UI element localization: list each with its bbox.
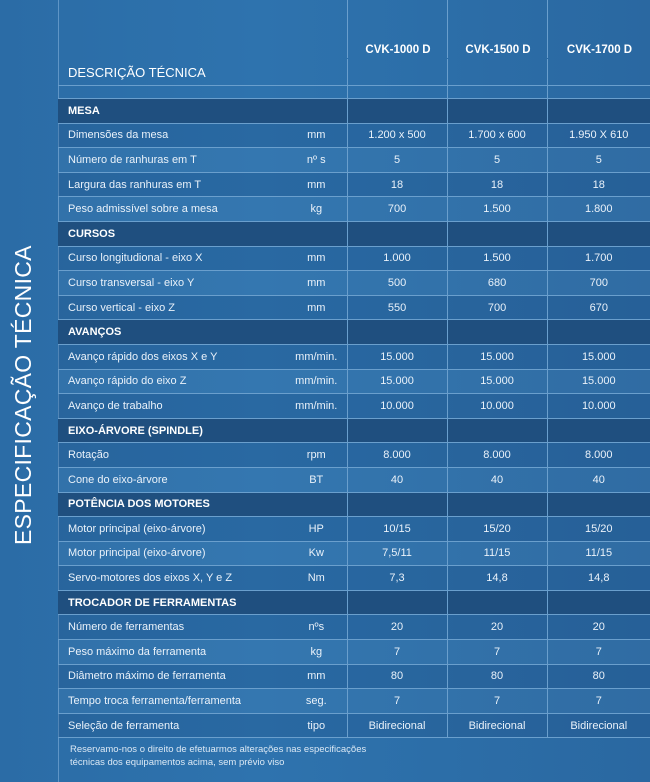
spec-value: 5	[347, 148, 447, 173]
spec-row	[58, 394, 650, 419]
spec-value: 7	[447, 640, 547, 665]
spec-value: 7	[347, 689, 447, 714]
spec-value: 10.000	[447, 394, 547, 419]
spec-value: 40	[347, 467, 447, 492]
spec-row	[58, 443, 650, 468]
model-name: CVK-1700 D	[566, 44, 633, 56]
empty-cell	[347, 59, 447, 86]
spec-label: Cone do eixo-árvore	[58, 467, 286, 492]
section-empty-cell	[547, 221, 650, 246]
spec-row	[58, 713, 650, 738]
spec-value: 15.000	[347, 344, 447, 369]
spec-row	[58, 172, 650, 197]
spec-label: Dimensões da mesa	[58, 123, 286, 148]
spec-value: 1.700 x 600	[447, 123, 547, 148]
spec-value: 1.800	[547, 197, 650, 222]
spec-value: 8.000	[447, 443, 547, 468]
spec-value: 700	[547, 271, 650, 296]
spec-label: Diâmetro máximo de ferramenta	[58, 664, 286, 689]
spec-label: Peso admissível sobre a mesa	[58, 197, 286, 222]
spec-row	[58, 246, 650, 271]
spec-value: 7	[347, 640, 447, 665]
spec-value: 18	[547, 172, 650, 197]
spec-row	[58, 197, 650, 222]
spec-value: 1.950 X 610	[547, 123, 650, 148]
spec-label: Curso longitudional - eixo X	[58, 246, 286, 271]
spec-label: Largura das ranhuras em T	[58, 172, 286, 197]
spec-value: 15.000	[347, 369, 447, 394]
section-title: AVANÇOS	[58, 320, 347, 345]
spec-unit: mm	[286, 295, 347, 320]
spec-value: 18	[347, 172, 447, 197]
spec-unit: tipo	[286, 713, 347, 738]
spec-label: Motor principal (eixo-árvore)	[58, 541, 286, 566]
spec-value: 14,8	[547, 566, 650, 591]
spec-value: 18	[447, 172, 547, 197]
spec-value: 14,8	[447, 566, 547, 591]
spec-unit: BT	[286, 467, 347, 492]
spec-unit: nº s	[286, 148, 347, 173]
spec-value: 11/15	[547, 541, 650, 566]
section-title: EIXO-ÁRVORE (SPINDLE)	[58, 418, 347, 443]
spec-value: 7	[547, 689, 650, 714]
spec-value: 550	[347, 295, 447, 320]
spec-unit: mm/min.	[286, 344, 347, 369]
spec-value: 80	[447, 664, 547, 689]
spec-value: 7	[547, 640, 650, 665]
spec-row	[58, 640, 650, 665]
spec-value: 10.000	[547, 394, 650, 419]
section-title: TROCADOR DE FERRAMENTAS	[58, 590, 347, 615]
section-empty-cell	[547, 418, 650, 443]
section-empty-cell	[347, 492, 447, 517]
spec-label: Número de ferramentas	[58, 615, 286, 640]
section-empty-cell	[347, 590, 447, 615]
spec-label: Rotação	[58, 443, 286, 468]
section-header-row	[58, 590, 650, 615]
footnote	[70, 743, 490, 769]
spec-unit: kg	[286, 640, 347, 665]
spec-label: Servo-motores dos eixos X, Y e Z	[58, 566, 286, 591]
spec-unit: mm	[286, 172, 347, 197]
spec-value: 700	[347, 197, 447, 222]
spec-value: 20	[347, 615, 447, 640]
spec-value: 7	[447, 689, 547, 714]
section-empty-cell	[347, 221, 447, 246]
gap-cell	[58, 86, 347, 99]
spec-value: 15.000	[447, 344, 547, 369]
spec-row	[58, 664, 650, 689]
spec-value: 1.000	[347, 246, 447, 271]
spec-value: 80	[547, 664, 650, 689]
spec-value: 15/20	[547, 517, 650, 542]
spec-row	[58, 615, 650, 640]
footnote-line: técnicas dos equipamentos acima, sem prévio viso	[70, 757, 285, 768]
section-header-row	[58, 418, 650, 443]
spec-unit: Kw	[286, 541, 347, 566]
model-name: CVK-1000 D	[365, 44, 431, 56]
spec-value: Bidirecional	[347, 713, 447, 738]
spec-row	[58, 123, 650, 148]
spec-value: 1.500	[447, 197, 547, 222]
spec-value: 15.000	[547, 344, 650, 369]
spec-value: 20	[447, 615, 547, 640]
spec-unit: seg.	[286, 689, 347, 714]
model-header-col	[347, 0, 448, 58]
section-header-row	[58, 221, 650, 246]
section-title: MESA	[58, 99, 347, 124]
model-header-col	[547, 0, 650, 58]
spec-label: Motor principal (eixo-árvore)	[58, 517, 286, 542]
section-empty-cell	[447, 320, 547, 345]
spec-value: 8.000	[347, 443, 447, 468]
spec-table	[58, 59, 650, 738]
spec-unit: Nm	[286, 566, 347, 591]
spec-value: 10/15	[347, 517, 447, 542]
spec-row	[58, 295, 650, 320]
section-empty-cell	[347, 99, 447, 124]
description-row	[58, 59, 650, 86]
section-empty-cell	[547, 99, 650, 124]
spec-value: 40	[447, 467, 547, 492]
spec-unit: kg	[286, 197, 347, 222]
spec-row	[58, 467, 650, 492]
section-empty-cell	[447, 418, 547, 443]
left-band	[0, 0, 59, 782]
spec-row	[58, 566, 650, 591]
spec-value: 700	[447, 295, 547, 320]
spec-value: Bidirecional	[447, 713, 547, 738]
section-title: CURSOS	[58, 221, 347, 246]
spec-value: 10.000	[347, 394, 447, 419]
empty-cell	[447, 59, 547, 86]
spec-row	[58, 271, 650, 296]
spec-value: Bidirecional	[547, 713, 650, 738]
footnote-line: Reservamo-nos o direito de efetuarmos alterações nas especificações	[70, 744, 367, 755]
spec-unit: rpm	[286, 443, 347, 468]
spec-value: 500	[347, 271, 447, 296]
section-header-row	[58, 492, 650, 517]
spec-row	[58, 541, 650, 566]
spec-value: 670	[547, 295, 650, 320]
description-title: DESCRIÇÃO TÉCNICA	[58, 59, 347, 86]
spec-unit: mm	[286, 246, 347, 271]
spec-label: Tempo troca ferramenta/ferramenta	[58, 689, 286, 714]
empty-cell	[547, 59, 650, 86]
section-header-row	[58, 99, 650, 124]
section-title: POTÊNCIA DOS MOTORES	[58, 492, 347, 517]
spec-value: 80	[347, 664, 447, 689]
spec-value: 11/15	[447, 541, 547, 566]
spec-unit: mm	[286, 664, 347, 689]
section-header-row	[58, 320, 650, 345]
spec-row	[58, 148, 650, 173]
vertical-title: ESPECIFICAÇÃO TÉCNICA	[10, 245, 36, 545]
section-empty-cell	[447, 221, 547, 246]
spec-label: Curso vertical - eixo Z	[58, 295, 286, 320]
section-empty-cell	[347, 320, 447, 345]
spec-value: 40	[547, 467, 650, 492]
spec-label: Curso transversal - eixo Y	[58, 271, 286, 296]
spec-row	[58, 344, 650, 369]
spec-value: 7,3	[347, 566, 447, 591]
model-header-col	[447, 0, 548, 58]
model-header	[347, 0, 650, 58]
section-empty-cell	[547, 492, 650, 517]
gap-cell	[347, 86, 447, 99]
model-name: CVK-1500 D	[465, 44, 531, 56]
spec-value: 1.200 x 500	[347, 123, 447, 148]
spec-row	[58, 689, 650, 714]
section-empty-cell	[547, 590, 650, 615]
spec-value: 1.700	[547, 246, 650, 271]
spec-value: 680	[447, 271, 547, 296]
spec-value: 5	[447, 148, 547, 173]
spec-unit: nºs	[286, 615, 347, 640]
spec-value: 15.000	[447, 369, 547, 394]
spec-value: 7,5/11	[347, 541, 447, 566]
section-empty-cell	[347, 418, 447, 443]
spec-row	[58, 517, 650, 542]
spec-unit: mm/min.	[286, 369, 347, 394]
gap-row	[58, 86, 650, 99]
spec-value: 20	[547, 615, 650, 640]
gap-cell	[547, 86, 650, 99]
spec-value: 8.000	[547, 443, 650, 468]
gap-cell	[447, 86, 547, 99]
spec-label: Seleção de ferramenta	[58, 713, 286, 738]
spec-row	[58, 369, 650, 394]
section-empty-cell	[447, 492, 547, 517]
spec-value: 5	[547, 148, 650, 173]
spec-label: Peso máximo da ferramenta	[58, 640, 286, 665]
spec-label: Avanço de trabalho	[58, 394, 286, 419]
spec-unit: HP	[286, 517, 347, 542]
spec-value: 15.000	[547, 369, 650, 394]
spec-label: Avanço rápido do eixo Z	[58, 369, 286, 394]
spec-value: 1.500	[447, 246, 547, 271]
spec-unit: mm	[286, 271, 347, 296]
section-empty-cell	[447, 99, 547, 124]
spec-unit: mm/min.	[286, 394, 347, 419]
section-empty-cell	[447, 590, 547, 615]
spec-label: Número de ranhuras em T	[58, 148, 286, 173]
spec-unit: mm	[286, 123, 347, 148]
spec-value: 15/20	[447, 517, 547, 542]
spec-label: Avanço rápido dos eixos X e Y	[58, 344, 286, 369]
section-empty-cell	[547, 320, 650, 345]
